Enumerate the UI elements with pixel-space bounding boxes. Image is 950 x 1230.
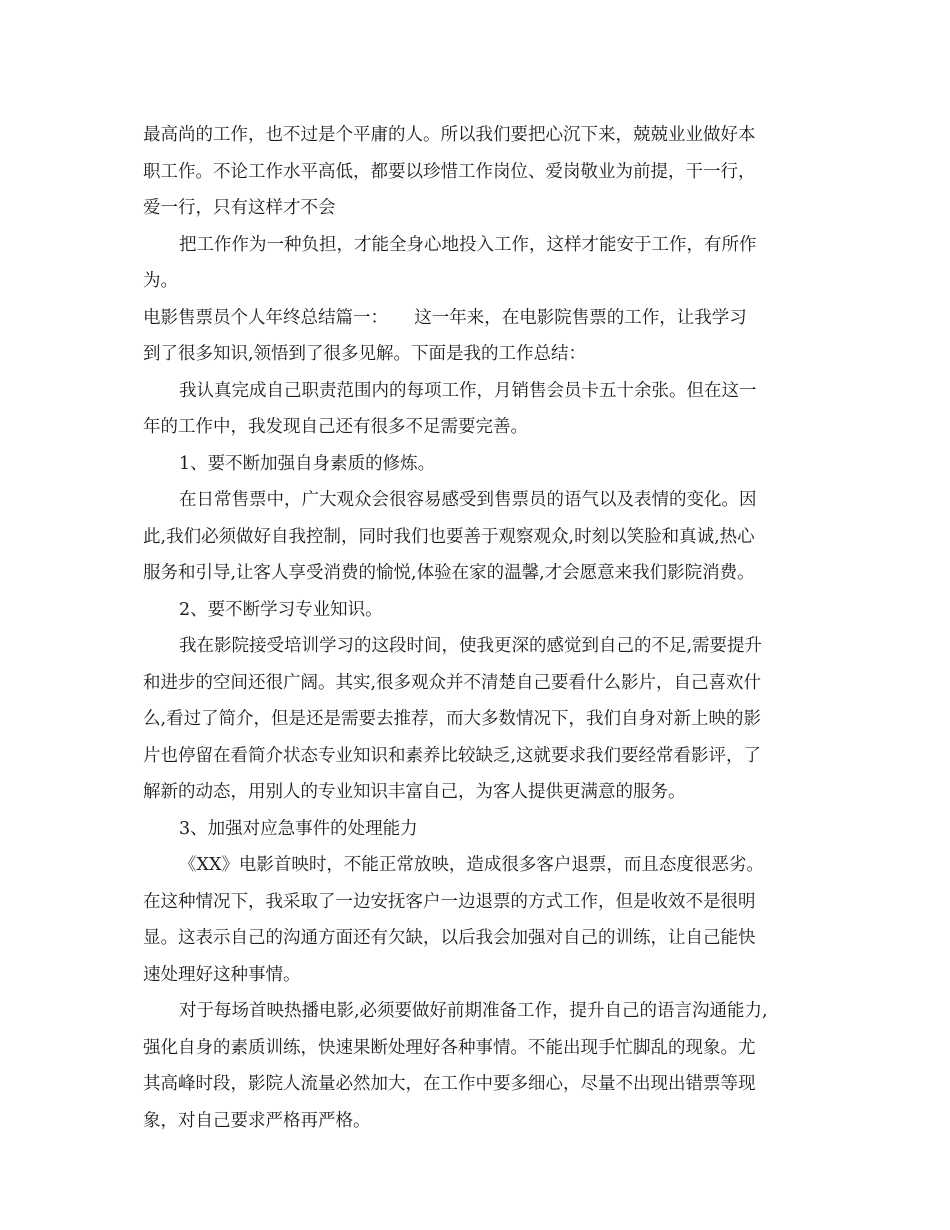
text-line: 2、要不断学习专业知识。 [179,599,383,620]
text-line: 么,看过了简介，但是还是需要去推荐，而大多数情况下，我们自身对新上映的影 [143,709,762,729]
document-body [143,117,813,1139]
text-line: 在日常售票中，广大观众会很容易感受到售票员的语气以及表情的变化。因 [179,490,757,510]
text-line: 年的工作中，我发现自己还有很多不足需要完善。 [143,417,528,437]
text-line: 解新的动态，用别人的专业知识丰富自己，为客人提供更满意的服务。 [143,782,686,802]
text-line: 强化自身的素质训练，快速果断处理好各种事情。不能出现手忙脚乱的现象。尤 [143,1037,756,1058]
text-line: 最高尚的工作，也不过是个平庸的人。所以我们要把心沉下来，兢兢业业做好本 [143,125,756,145]
text-line: 在这种情况下，我采取了一边安抚客户一边退票的方式工作，但是收效不是很明 [143,891,756,912]
text-line: 速处理好这种事情。 [143,964,301,985]
text-line: 服务和引导,让客人享受消费的愉悦,体验在家的温馨,才会愿意来我们影院消费。 [143,563,755,583]
text-line: 《XX》电影首映时，不能正常放映，造成很多客户退票，而且态度很恶劣。 [179,855,764,875]
text-line: 其高峰时段，影院人流量必然加大，在工作中要多细心，尽量不出现出错票等现 [143,1074,756,1094]
text-line: 我在影院接受培训学习的这段时间，使我更深的感觉到自己的不足,需要提升 [179,636,763,656]
text-line: 我认真完成自己职责范围内的每项工作，月销售会员卡五十余张。但在这一 [179,380,757,401]
text-line: 象，对自己要求严格再严格。 [143,1110,371,1131]
text-line: 1、要不断加强自身素质的修炼。 [179,453,436,474]
text-line: 此,我们必须做好自我控制，同时我们也要善于观察观众,时刻以笑脸和真诚,热心 [143,526,755,547]
text-line: 职工作。不论工作水平高低，都要以珍惜工作岗位、爱岗敬业为前提，干一行， [143,161,756,182]
text-line: 到了很多知识,领悟到了很多见解。下面是我的工作总结： [143,344,587,364]
text-line: 爱一行，只有这样才不会 [143,198,336,218]
text-line: 把工作作为一种负担，才能全身心地投入工作，这样才能安于工作，有所作 [179,234,757,255]
text-line: 电影售票员个人年终总结篇一： 这一年来，在电影院售票的工作，让我学习 [143,307,747,328]
text-line: 3、加强对应急事件的处理能力 [179,818,418,839]
text-line: 显。这表示自己的沟通方面还有欠缺，以后我会加强对自己的训练，让自己能快 [143,928,756,948]
text-line: 和进步的空间还很广阔。其实,很多观众并不清楚自己要看什么影片，自己喜欢什 [143,672,762,693]
text-line: 片也停留在看简介状态专业知识和素养比较缺乏,这就要求我们要经常看影评，了 [143,745,762,766]
text-line: 为。 [143,271,178,291]
text-line: 对于每场首映热播电影,必须要做好前期准备工作，提升自己的语言沟通能力, [179,1001,768,1021]
